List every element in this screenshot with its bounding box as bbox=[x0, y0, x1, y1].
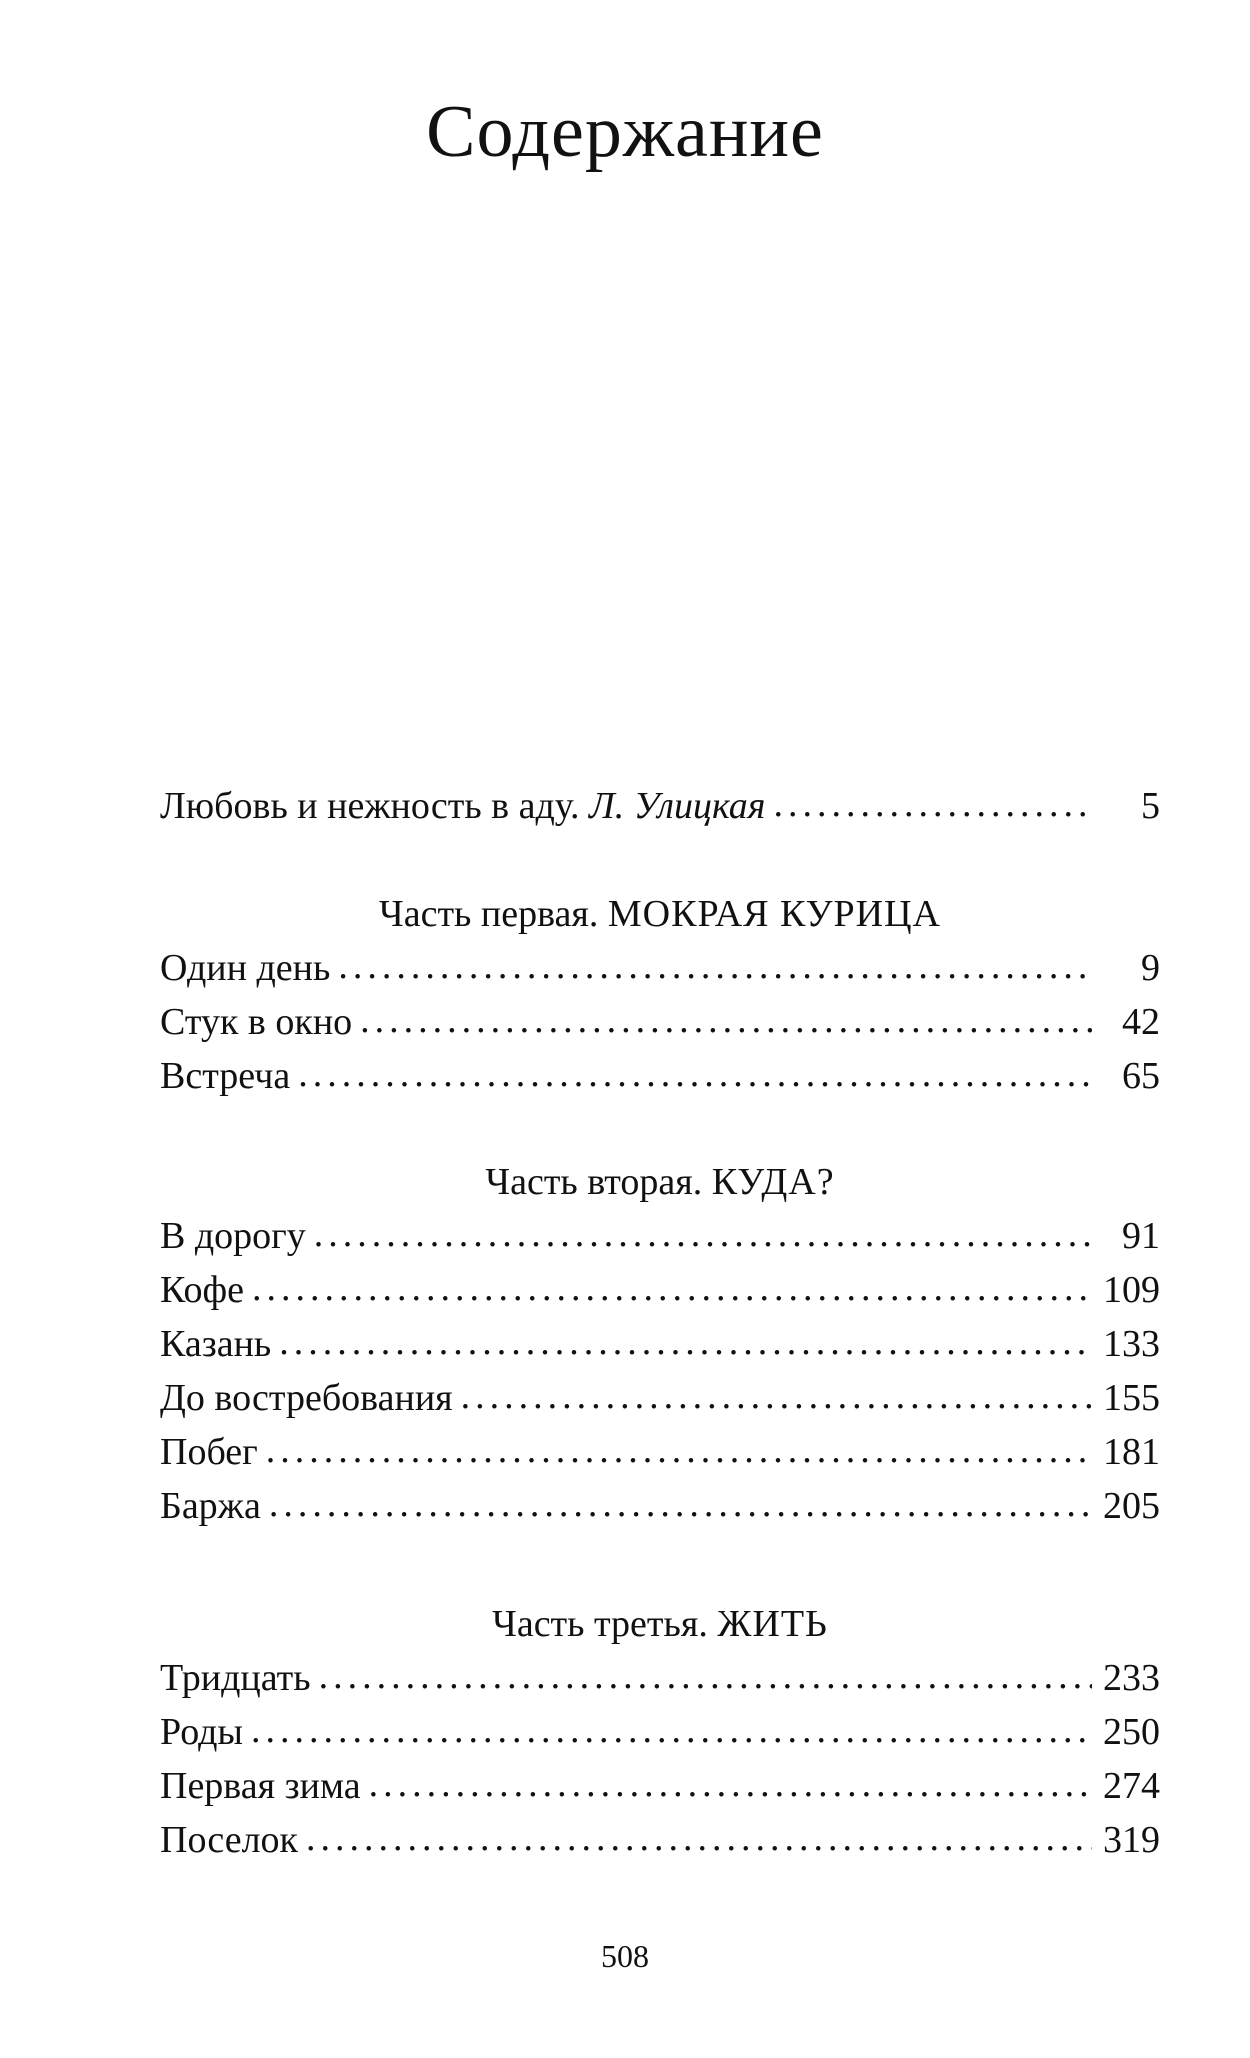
leader-dots bbox=[252, 1266, 1092, 1310]
part-heading-1 bbox=[160, 892, 1160, 936]
part-name: КУДА? bbox=[711, 1161, 835, 1203]
toc-page-number: 233 bbox=[1103, 1657, 1160, 1699]
toc-entry-label: Тридцать bbox=[160, 1657, 311, 1699]
part-prefix: Часть первая. bbox=[379, 893, 599, 935]
toc-entry bbox=[160, 1376, 1160, 1420]
preface-author: Л. Улицкая bbox=[588, 785, 766, 827]
leader-dots bbox=[773, 782, 1092, 826]
toc-page-number: 319 bbox=[1103, 1819, 1160, 1861]
toc-entry-preface bbox=[160, 784, 1160, 828]
toc-page-number: 5 bbox=[1141, 785, 1160, 827]
toc-page-number: 65 bbox=[1122, 1055, 1160, 1097]
toc-page-number: 42 bbox=[1122, 1001, 1160, 1043]
toc-entry bbox=[160, 1268, 1160, 1312]
toc-entry-label: Баржа bbox=[160, 1485, 261, 1527]
toc-entry bbox=[160, 1656, 1160, 1700]
toc-entry bbox=[160, 1710, 1160, 1754]
toc-entry-label: Поселок bbox=[160, 1819, 299, 1861]
leader-dots bbox=[266, 1428, 1092, 1472]
toc-page-number: 155 bbox=[1103, 1377, 1160, 1419]
page-title: Содержание bbox=[426, 91, 824, 173]
leader-dots bbox=[279, 1320, 1092, 1364]
toc-entry-label: Первая зима bbox=[160, 1765, 361, 1807]
toc-entry bbox=[160, 1818, 1160, 1862]
toc-page-number: 91 bbox=[1122, 1215, 1160, 1257]
toc-page-number: 274 bbox=[1103, 1765, 1160, 1807]
toc-entry-label: Один день bbox=[160, 947, 331, 989]
toc-page-number: 205 bbox=[1103, 1485, 1160, 1527]
leader-dots bbox=[360, 998, 1092, 1042]
toc-page-number: 9 bbox=[1141, 947, 1160, 989]
part-prefix: Часть третья. bbox=[492, 1603, 708, 1645]
part-name: МОКРАЯ КУРИЦА bbox=[607, 893, 941, 935]
leader-dots bbox=[338, 944, 1092, 988]
toc-entry-label: Побег bbox=[160, 1431, 258, 1473]
leader-dots bbox=[319, 1654, 1092, 1698]
page-number: 508 bbox=[601, 1938, 649, 1974]
leader-dots bbox=[369, 1762, 1092, 1806]
toc-entry-label bbox=[160, 784, 765, 828]
toc-entry-label: В дорогу bbox=[160, 1215, 306, 1257]
part-heading-3 bbox=[160, 1602, 1160, 1646]
toc-entry bbox=[160, 1054, 1160, 1098]
part-prefix: Часть вторая. bbox=[485, 1161, 703, 1203]
toc-entry bbox=[160, 1214, 1160, 1258]
toc-page-number: 250 bbox=[1103, 1711, 1160, 1753]
toc-entry bbox=[160, 1764, 1160, 1808]
toc-entry-label: Казань bbox=[160, 1323, 272, 1365]
toc-entry bbox=[160, 1322, 1160, 1366]
toc-entry bbox=[160, 946, 1160, 990]
preface-title: Любовь и нежность в аду. bbox=[160, 785, 580, 827]
leader-dots bbox=[298, 1052, 1092, 1096]
leader-dots bbox=[269, 1482, 1092, 1526]
toc-entry-label: До востребования bbox=[160, 1377, 453, 1419]
leader-dots bbox=[314, 1212, 1092, 1256]
toc-entry bbox=[160, 1484, 1160, 1528]
leader-dots bbox=[306, 1816, 1092, 1860]
toc-entry-label: Кофе bbox=[160, 1269, 244, 1311]
toc-entry bbox=[160, 1000, 1160, 1044]
toc-entry-label: Стук в окно bbox=[160, 1001, 353, 1043]
leader-dots bbox=[251, 1708, 1092, 1752]
toc-page-number: 109 bbox=[1103, 1269, 1160, 1311]
toc-page-number: 133 bbox=[1103, 1323, 1160, 1365]
toc-entry bbox=[160, 1430, 1160, 1474]
part-heading-2 bbox=[160, 1160, 1160, 1204]
toc-entry-label: Роды bbox=[160, 1711, 243, 1753]
part-name: ЖИТЬ bbox=[717, 1603, 828, 1645]
toc-page-number: 181 bbox=[1103, 1431, 1160, 1473]
toc-entry-label: Встреча bbox=[160, 1055, 291, 1097]
leader-dots bbox=[461, 1374, 1092, 1418]
